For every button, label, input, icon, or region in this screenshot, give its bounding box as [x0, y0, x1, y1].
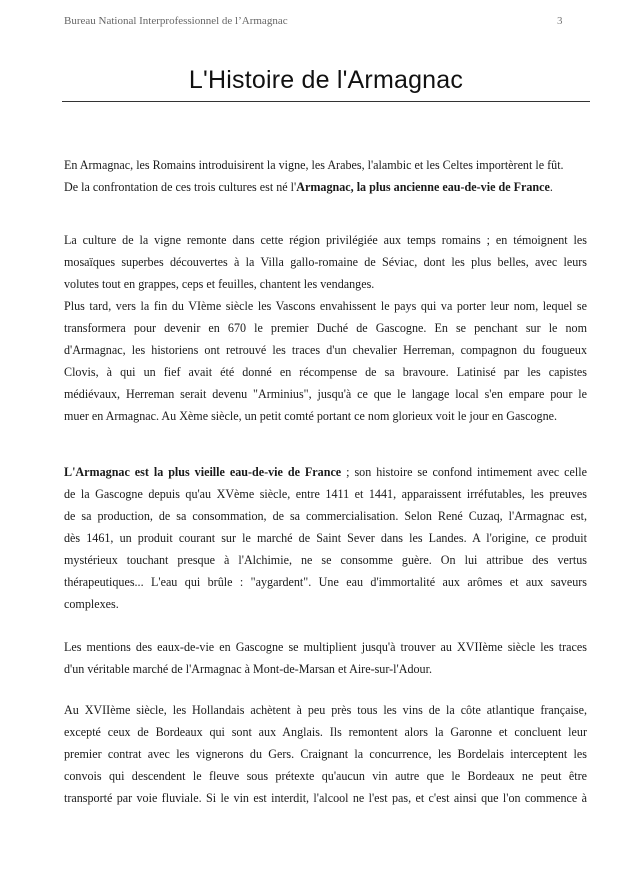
- text-line: mystérieux touchant presque à l'Alchimie, ne se consomme guère. On lui attribue des vertus: [64, 553, 587, 567]
- paragraph-origins: [64, 229, 587, 427]
- text-line: Au XVIIème siècle, les Hollandais achètent à peu près tous les vins de la côte atlantique française,: [64, 703, 587, 717]
- page-number: 3: [557, 15, 563, 27]
- paragraph-markets: [64, 636, 587, 680]
- running-header: Bureau National Interprofessionnel de l’Armagnac: [64, 15, 288, 27]
- text-span: De la confrontation de ces trois cultures est né l': [64, 180, 297, 194]
- text-line: mosaïques superbes découvertes à la Villa gallo-romaine de Séviac, dont les plus belles, avec leurs: [64, 255, 587, 269]
- text-line: volutes tout en grappes, ceps et feuilles, chantent les vendanges.: [64, 277, 375, 291]
- text-line: convois qui descendent le fleuve sous prétexte qu'aucun vin autre que le Bordeaux ne peut être: [64, 769, 587, 783]
- page-title: L'Histoire de l'Armagnac: [188, 66, 464, 94]
- text-line: muer en Armagnac. Au Xème siècle, un petit comté portant ce nom glorieux voit le jour en Gascogne.: [64, 409, 558, 423]
- emphasis-text: L'Armagnac est la plus vieille eau-de-vie de France: [64, 465, 342, 479]
- text-line: médiévaux, Herreman serait devenu "Arminius", jusqu'à ce que le langage local s'en empare pour le: [64, 387, 587, 401]
- text-span: ; son histoire se confond intimement avec celle: [341, 465, 588, 479]
- text-line: complexes.: [64, 597, 119, 611]
- text-line: d'un véritable marché de l'Armagnac à Mont-de-Marsan et Aire-sur-l'Adour.: [64, 662, 432, 676]
- paragraph-dutch-trade: [64, 699, 587, 809]
- paragraph-intro: [64, 154, 587, 198]
- text-line: dès 1461, un produit courant sur le marché de Saint Sever dans les Landes. A l'origine, ce produit: [64, 531, 587, 545]
- text-line: La culture de la vigne remonte dans cette région privilégiée aux temps romains ; en témoignent les: [64, 233, 587, 247]
- text-line: premier contrat avec les vignerons du Gers. Craignant la concurrence, les Bordelais interceptent les: [64, 747, 587, 761]
- title-underline: [62, 101, 590, 102]
- text-line: thérapeutiques... L'eau qui brûle : "aygardent". Une eau d'immortalité aux arômes et aux saveurs: [64, 575, 587, 589]
- text-line: transporté par voie fluviale. Si le vin est interdit, l'alcool ne l'est pas, et c'est ainsi que l'on commence à: [64, 791, 587, 805]
- text-line: de la Gascogne depuis qu'au XVème siècle, entre 1411 et 1441, apparaissent irréfutables, les preuves: [64, 487, 587, 501]
- text-line: excepté ceux de Bordeaux qui sont aux Anglais. Ils remontent alors la Garonne et concluent leur: [64, 725, 587, 739]
- text-line: d'Armagnac, les historiens ont retrouvé les traces d'un chevalier Herreman, compagnon du fougueux: [64, 343, 587, 357]
- text-line: transformera pour devenir en 670 le premier Duché de Gascogne. En se penchant sur le nom: [64, 321, 587, 335]
- text-line: de sa production, de sa consommation, de sa commercialisation. Selon René Cuzaq, l'Armagnac est,: [64, 509, 587, 523]
- text-line: Plus tard, vers la fin du VIème siècle les Vascons envahissent le pays qui va porter leur nom, lequel se: [64, 299, 587, 313]
- text-line: Les mentions des eaux-de-vie en Gascogne se multiplient jusqu'à trouver au XVIIème siècle les traces: [64, 640, 587, 654]
- paragraph-oldest: [64, 461, 587, 615]
- text-line: [64, 176, 587, 198]
- text-line: Clovis, à qui un fief avait été donné en récompense de sa bravoure. Latinisé par les capistes: [64, 365, 587, 379]
- emphasis-text: Armagnac, la plus ancienne eau-de-vie de France: [296, 180, 550, 194]
- text-line: En Armagnac, les Romains introduisirent la vigne, les Arabes, l'alambic et les Celtes importèrent le fût.: [64, 158, 564, 172]
- text-line: [64, 461, 587, 483]
- text-span: .: [549, 180, 553, 194]
